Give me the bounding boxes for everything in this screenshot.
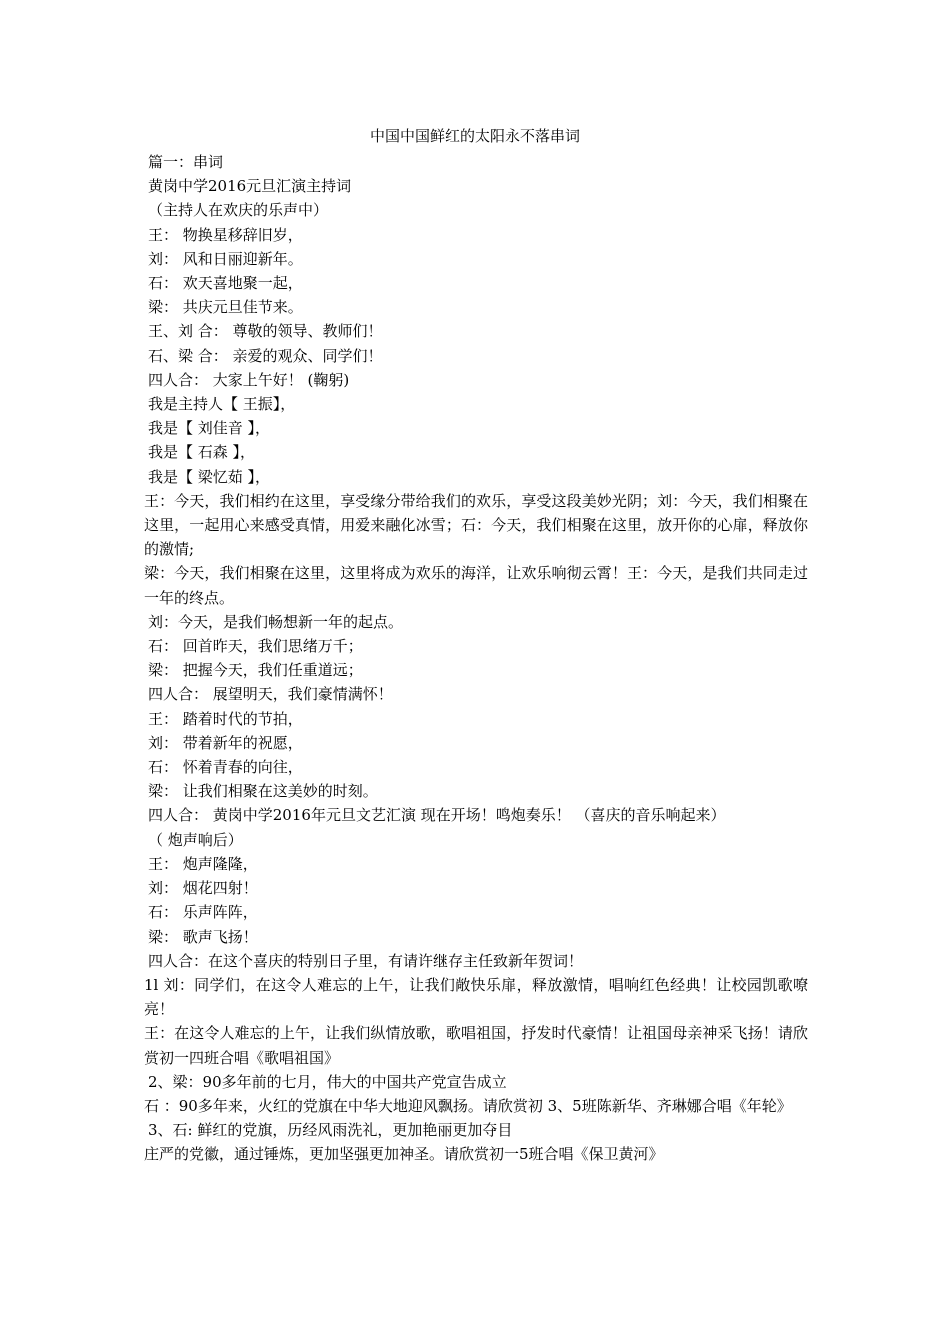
text-line: （主持人在欢庆的乐声中） xyxy=(148,201,329,220)
text-line: 四人合： 展望明天，我们豪情满怀！ xyxy=(148,685,393,704)
text-line: 梁： 歌声飞扬！ xyxy=(148,927,258,946)
text-paragraph: 王：今天，我们相约在这里，享受缘分带给我们的欢乐，享受这段美妙光阴；刘：今天，我们相聚在这里，一起用心来感受真情，用爱来融化冰雪；石：今天，我们相聚在这里，放开你的心扉，释放你的激情; xyxy=(144,491,808,559)
text-paragraph: 1l 刘：同学们，在这令人难忘的上午，让我们敞快乐扉，释放激情，唱响红色经典！让校园凯歌嘹亮！ xyxy=(144,975,808,1019)
text-line: 2、梁：90多年前的七月，伟大的中国共产党宣告成立 xyxy=(148,1072,507,1091)
text-paragraph: 石 ：90多年来，火红的党旗在中华大地迎风飘扬。请欣赏初 3、5班陈新华、齐琳娜合唱《年轮》 xyxy=(144,1096,792,1115)
text-line: 刘： 带着新年的祝愿， xyxy=(148,733,303,752)
text-line: 刘： 风和日丽迎新年。 xyxy=(148,249,303,268)
text-line: 四人合： 大家上午好！ (鞠躬) xyxy=(148,370,350,389)
text-line: 王： 踏着时代的节拍， xyxy=(148,709,303,728)
text-line: 石： 回首昨天，我们思绪万千； xyxy=(148,637,363,656)
text-line: 石： 怀着青春的向往， xyxy=(148,758,303,777)
document-title: 中国中国鲜红的太阳永不落串词 xyxy=(369,127,580,145)
text-line: 我是【 石森 】， xyxy=(148,443,256,462)
text-line: 四人合： 黄岗中学2016年元旦文艺汇演 现在开场！鸣炮奏乐！ （喜庆的音乐响起来） xyxy=(148,806,726,825)
text-line: 黄岗中学2016元旦汇演主持词 xyxy=(148,177,352,196)
text-line: 我是【 梁忆茹 】， xyxy=(148,467,271,486)
text-line: 刘：今天，是我们畅想新一年的起点。 xyxy=(148,612,404,631)
text-paragraph: 梁：今天，我们相聚在这里，这里将成为欢乐的海洋，让欢乐响彻云霄！王：今天，是我们共同走过一年的终点。 xyxy=(144,564,808,607)
text-line: 3、石: 鲜红的党旗，历经风雨洗礼，更加艳丽更加夺目 xyxy=(148,1121,513,1140)
text-line: 王： 物换星移辞旧岁， xyxy=(148,225,303,244)
text-line: 梁： 把握今天，我们任重道远； xyxy=(148,661,363,680)
text-line: 我是【 刘佳音 】， xyxy=(148,419,271,438)
text-line: （ 炮声响后） xyxy=(148,830,243,849)
document-body xyxy=(144,150,808,1167)
text-line: 篇一：串词 xyxy=(148,153,224,171)
text-line: 梁： 共庆元旦佳节来。 xyxy=(148,298,303,317)
text-line: 刘： 烟花四射！ xyxy=(148,879,258,898)
text-line: 石、梁 合： 亲爱的观众、同学们！ xyxy=(148,346,383,365)
text-line: 石： 欢天喜地聚一起， xyxy=(148,274,303,293)
text-line: 四人合：在这个喜庆的特别日子里，有请许继存主任致新年贺词！ xyxy=(148,951,584,970)
text-line: 我是主持人【 王振】， xyxy=(148,395,296,414)
text-line: 石： 乐声阵阵， xyxy=(148,903,258,922)
text-paragraph: 王：在这令人难忘的上午，让我们纵情放歌，歌唱祖国，抒发时代豪情！让祖国母亲神采飞扬！请欣赏初一四班合唱《歌唱祖国》 xyxy=(144,1024,808,1067)
text-line: 王、刘 合： 尊敬的领导、教师们！ xyxy=(148,322,383,341)
text-line: 梁： 让我们相聚在这美妙的时刻。 xyxy=(148,782,378,801)
text-line: 王： 炮声隆隆， xyxy=(148,854,258,873)
text-line: 庄严的党徽，通过锤炼，更加坚强更加神圣。请欣赏初一5班合唱《保卫黄河》 xyxy=(144,1145,664,1164)
